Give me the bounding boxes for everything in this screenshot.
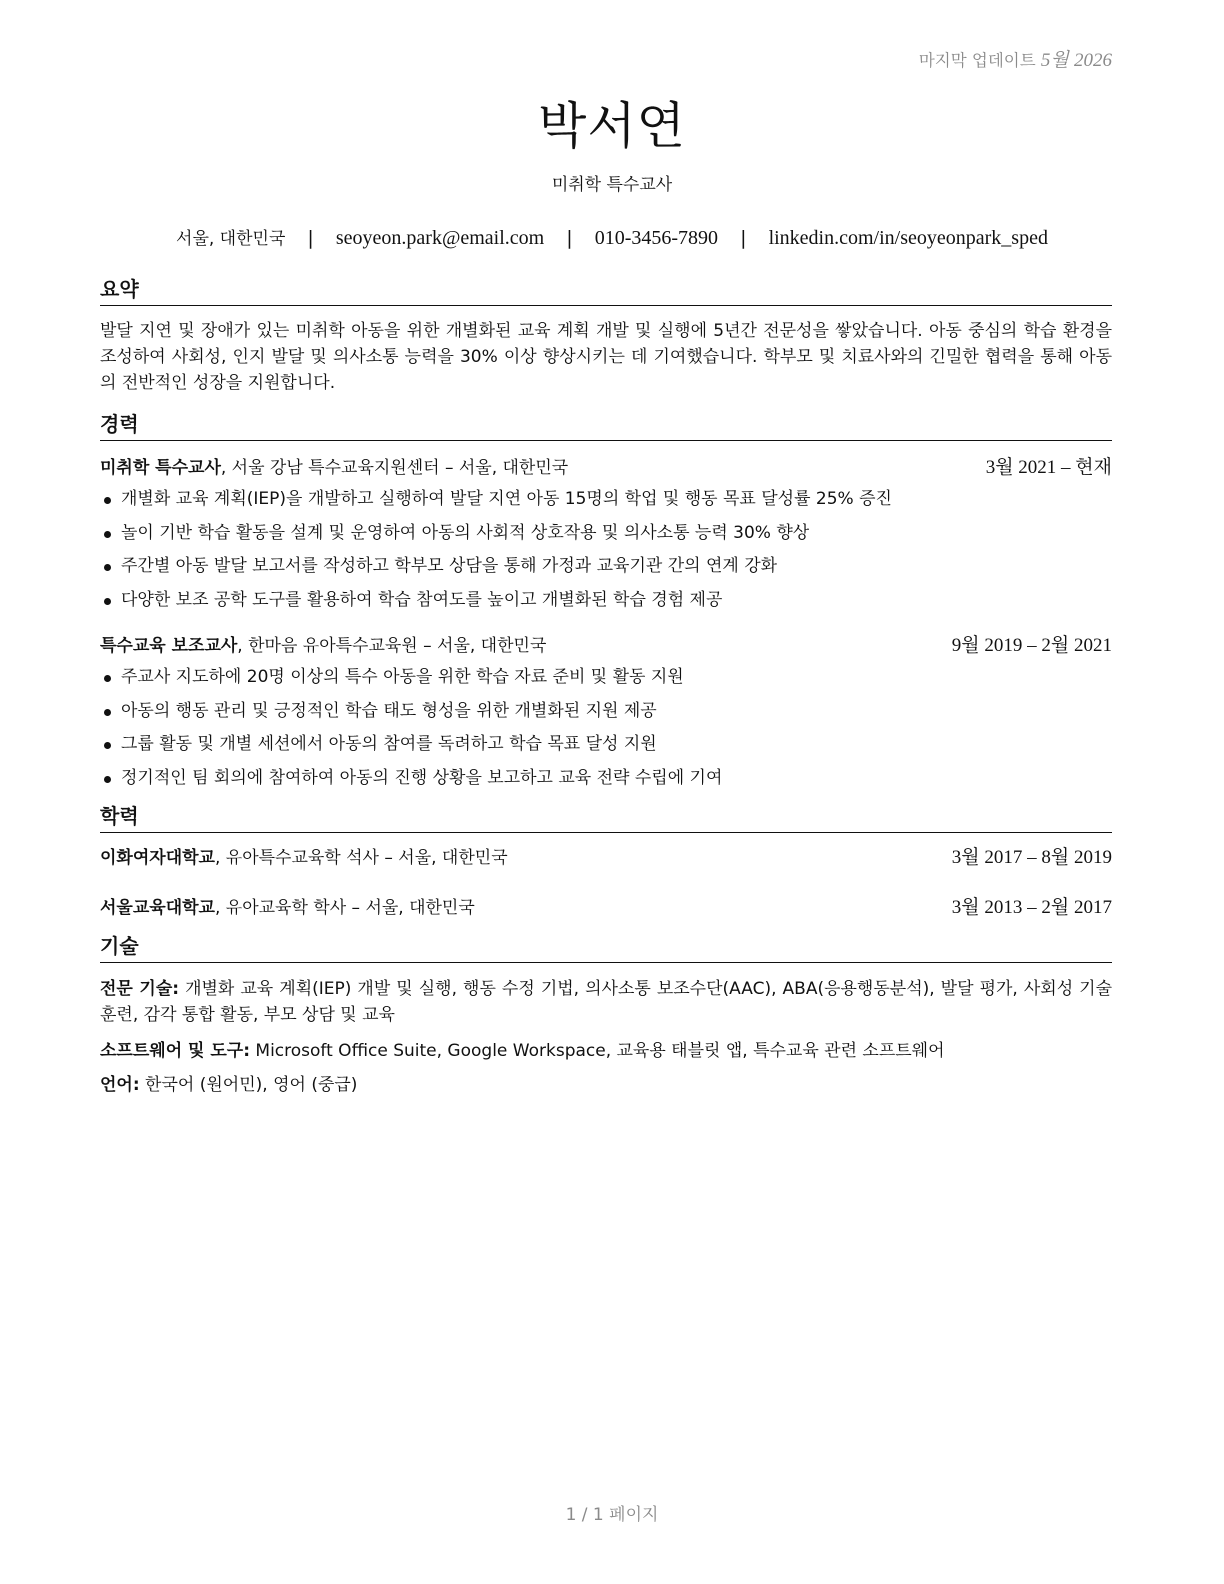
skills-value: 한국어 (원어민), 영어 (중급) [139, 1075, 358, 1095]
job-bullet: 아동의 행동 관리 및 긍정적인 학습 태도 형성을 위한 개별화된 지원 제공 [100, 695, 1112, 729]
skills-line [100, 1038, 1112, 1064]
skills-value: Microsoft Office Suite, Google Workspace, 교육용 태블릿 앱, 특수교육 관련 소프트웨어 [250, 1041, 945, 1061]
job-bullet: 주교사 지도하에 20명 이상의 특수 아동을 위한 학습 자료 준비 및 활동 지원 [100, 661, 1112, 695]
school-name: 서울교육대학교 [100, 898, 215, 918]
education-entry [100, 895, 1112, 921]
last-updated-label: 마지막 업데이트 [918, 51, 1036, 70]
skills-label: 언어: [100, 1075, 140, 1095]
school-name: 이화여자대학교 [100, 848, 215, 868]
page-indicator: 1 / 1 페이지 [565, 1505, 659, 1525]
skills-heading: 기술 [100, 933, 1112, 963]
job-header [100, 455, 1112, 481]
job-organization: , 서울 강남 특수교육지원센터 – 서울, 대한민국 [220, 458, 569, 478]
last-updated-line [919, 45, 1112, 72]
job-bullet: 개별화 교육 계획(IEP)을 개발하고 실행하여 발달 지연 아동 15명의 학업 및 행동 목표 달성률 25% 증진 [100, 483, 1112, 517]
skills-label: 소프트웨어 및 도구: [100, 1041, 251, 1061]
contact-separator: | [740, 227, 747, 249]
job-date: 9월 2019 – 2월 2021 [951, 635, 1112, 656]
job-date: 3월 2021 – 현재 [985, 457, 1112, 478]
job-entry [100, 633, 1112, 795]
education-heading: 학력 [100, 803, 1112, 833]
skills-value: 개별화 교육 계획(IEP) 개발 및 실행, 행동 수정 기법, 의사소통 보조수단(AAC), ABA(응용행동분석), 발달 평가, 사회성 기술 훈련, 감각 통합 활동, 부모 상담 및 교육 [100, 979, 1112, 1025]
skills-line [100, 976, 1112, 1028]
resume-body [100, 276, 1112, 1098]
summary-text: 발달 지연 및 장애가 있는 미취학 아동을 위한 개별화된 교육 계획 개발 및 실행에 5년간 전문성을 쌓았습니다. 아동 중심의 학습 환경을 조성하여 사회성, 인지 발달 및 의사소통 능력을 30% 이상 향상시키는 데 기여했습니다. 학부모 및 치료사와의 긴밀한 협력을 통해 아동의 전반적인 성장을 지원합니다. [100, 321, 1112, 393]
contact-location: 서울, 대한민국 [176, 229, 286, 249]
contact-linkedin[interactable]: linkedin.com/in/seoyeonpark_sped [768, 227, 1048, 249]
school-detail: , 유아교육학 학사 – 서울, 대한민국 [214, 898, 475, 918]
job-bullet: 다양한 보조 공학 도구를 활용하여 학습 참여도를 높이고 개별화된 학습 경험 제공 [100, 584, 1112, 618]
education-entry [100, 845, 1112, 871]
job-organization: , 한마음 유아특수교육원 – 서울, 대한민국 [237, 636, 547, 656]
job-role: 특수교육 보조교사 [100, 636, 238, 656]
education-date: 3월 2017 – 8월 2019 [951, 847, 1112, 868]
contact-phone: 010-3456-7890 [594, 227, 719, 249]
last-updated-year: 2026 [1074, 50, 1112, 71]
contact-email[interactable]: seoyeon.park@email.com [335, 227, 545, 249]
last-updated-month: 5월 [1040, 50, 1069, 71]
job-bullet: 주간별 아동 발달 보고서를 작성하고 학부모 상담을 통해 가정과 교육기관 간의 연계 강화 [100, 550, 1112, 584]
job-header [100, 633, 1112, 659]
school-detail: , 유아특수교육학 석사 – 서울, 대한민국 [214, 848, 508, 868]
experience-heading: 경력 [100, 411, 1112, 441]
job-role: 미취학 특수교사 [100, 458, 221, 478]
contact-separator: | [307, 227, 314, 249]
education-date: 3월 2013 – 2월 2017 [951, 897, 1112, 918]
job-bullets [100, 661, 1112, 795]
skills-line [100, 1072, 1112, 1098]
job-bullet: 정기적인 팀 회의에 참여하여 아동의 진행 상황을 보고하고 교육 전략 수립에 기여 [100, 762, 1112, 796]
resume-name: 박서연 [538, 97, 686, 155]
job-bullets [100, 483, 1112, 617]
job-bullet: 그룹 활동 및 개별 세션에서 아동의 참여를 독려하고 학습 목표 달성 지원 [100, 728, 1112, 762]
job-bullet: 놀이 기반 학습 활동을 설계 및 운영하여 아동의 사회적 상호작용 및 의사소통 능력 30% 향상 [100, 517, 1112, 551]
contact-separator: | [566, 227, 573, 249]
job-entry [100, 455, 1112, 617]
contact-line [0, 224, 1224, 250]
summary-heading: 요약 [100, 276, 1112, 306]
resume-title: 미취학 특수교사 [551, 175, 673, 195]
skills-label: 전문 기술: [100, 979, 180, 999]
